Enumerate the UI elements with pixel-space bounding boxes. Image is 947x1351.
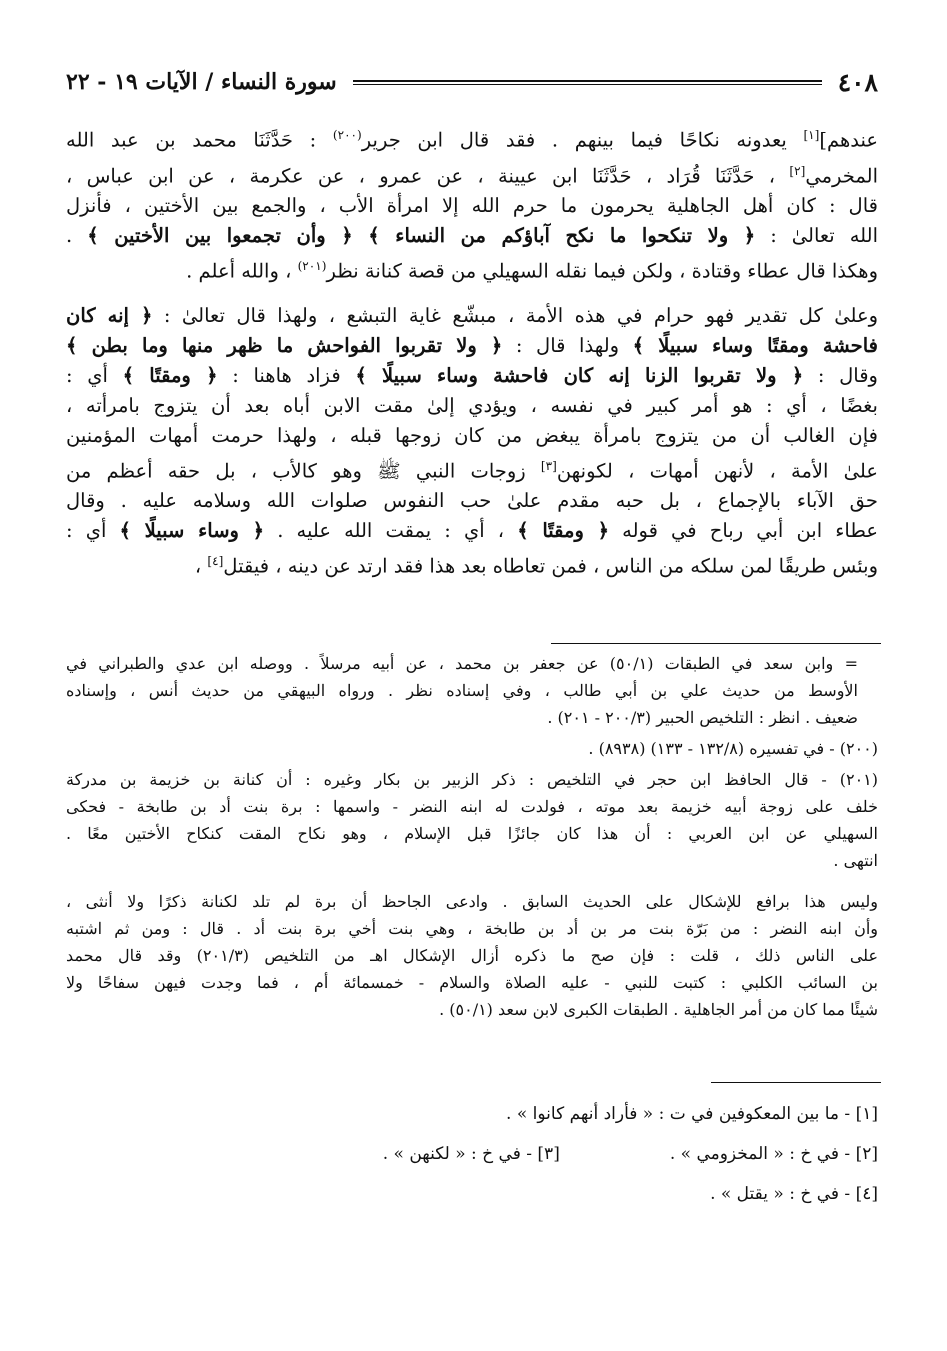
text-line: وقال : ﴿ ولا تقربوا الزنا إنه كان فاحشة وساء سبيلًا ﴾ فزاد هاهنا : ﴿ ومقتًا ﴾ أي :	[66, 363, 878, 387]
footnote-201	[66, 766, 878, 874]
running-title: سورة النساء / الآيات ١٩ - ٢٢	[66, 69, 337, 95]
reference-marker: (٢٠١)	[297, 259, 327, 273]
text-line: السهيلي عن ابن العربي : أن هذا كان جائزًا قبل الإسلام ، وهو نكاح المقت كنكاح الأختين معًا .	[66, 824, 878, 843]
text-line: قال : كان أهل الجاهلية يحرمون ما حرم الله إلا امرأة الأب ، والجمع بين الأختين ، فأنزل	[66, 194, 878, 217]
reference-marker: [١]	[803, 128, 820, 142]
paragraph-2	[66, 301, 878, 582]
paragraph-1	[66, 120, 878, 287]
reference-marker: [٤]	[207, 554, 224, 568]
text-line: حق الآباء بالإجماع ، بل حبه مقدم علىٰ حب النفوس صلوات الله وسلامه عليه . وقال	[66, 489, 878, 512]
header-rule	[353, 80, 822, 85]
note-row	[66, 1174, 878, 1214]
note-row	[66, 1134, 878, 1174]
text-line: وأن ابنه النضر : من بَرّة بنت مر بن أد بن طابخة ، وهي بنت أخي برة بنت أد . قال : ومن ثم اشتبه	[66, 919, 878, 938]
text-line: خلف على زوجة أبيه خزيمة بعد موته ، فولدت له ابنه النضر - واسمها : برة بنت أد بن طابخة - فحكى	[66, 797, 878, 816]
manuscript-notes	[66, 1094, 878, 1214]
note-row	[66, 1094, 878, 1134]
quranic-verse: ﴿ إنه كان	[66, 303, 153, 327]
text-line: وعلىٰ كل تقدير فهو حرام في هذه الأمة ، مبشّع غاية التبشع ، ولهذا قال تعالىٰ : ﴿ إنه كان	[66, 303, 878, 327]
quranic-verse: ﴿ وساء سبيلًا ﴾	[119, 519, 265, 542]
note-4: [٤] - في خ : « يقتل » .	[710, 1184, 878, 1204]
text-line: فإن الغالب أن من يتزوج بامرأة يبغض من كان زوجها قبله ، ولهذا حرمت أمهات المؤمنين	[66, 423, 878, 447]
text-line: ضعيف . انظر : التلخيص الحبير (٢٠٠/٣ - ٢٠١) .	[547, 708, 858, 727]
text-line: وهكذا قال عطاء وقتادة ، ولكن فيما نقله السهيلي من قصة كنانة نظر$^{(٢٠١)}$ ، والله أعلم .	[186, 259, 878, 283]
text-line: علىٰ الأمة ، لأنهن أمهات ، لكونهن[٣] زوجات النبي ﷺ وهو كالأب ، بل حقه أعظم من	[66, 458, 878, 482]
text-line: شيئًا مما كان من أمر الجاهلية . الطبقات الكبرى لابن سعد (٥٠/١) .	[439, 1000, 878, 1019]
note-1: [١] - ما بين المعكوفين في ت : « فأراد أنهم كانوا » .	[506, 1104, 878, 1124]
text-line: عطاء ابن أبي رباح في قوله ﴿ ومقتًا ﴾ ، أي : يمقت الله عليه . ﴿ وساء سبيلًا ﴾ أي :	[66, 519, 878, 542]
text-line: وليس هذا برافع للإشكال على الحديث السابق . وادعى الجاحظ أن برة لم تلد لكنانة ذكرًا ولا أنثى ،	[66, 892, 878, 911]
reference-marker: [٢]	[789, 163, 806, 178]
text-line: الأوسط من حديث علي بن أبي طالب ، وفي إسناده نظر . ورواه البيهقي من حديث أنس ، وإسناده	[66, 681, 858, 700]
text-line: عندهم][١] يعدونه نكاحًا فيما بينهم . فقد قال ابن جرير$^{(٢٠٠)}$ : حَدَّثَنَا محمد بن عبد الله	[66, 128, 878, 152]
text-line: وبئس طريقًا لمن سلكه من الناس ، فمن تعاطاه بعد هذا فقد ارتد عن دينه ، فيقتل[٤] ،	[194, 554, 878, 578]
quranic-verse: ﴿ ولا تنكحوا ما نكح آباؤكم من النساء ﴾ ﴿ وأن تجمعوا بين الأختين ﴾	[87, 224, 756, 247]
text-line: انتهى .	[833, 851, 878, 870]
page-header	[66, 62, 878, 102]
text-line: (٢٠٠) - في تفسيره (١٣٢/٨ - ١٣٣) (٨٩٣٨) .	[588, 739, 878, 758]
quranic-verse: ﴿ ولا تقربوا الفواحش ما ظهر منها وما بطن ﴾	[66, 333, 503, 357]
text-line: فاحشة ومقتًا وساء سبيلًا ﴾ ولهذا قال : ﴿ ولا تقربوا الفواحش ما ظهر منها وما بطن ﴾	[66, 333, 878, 357]
quranic-verse: ﴿ ولا تقربوا الزنا إنه كان فاحشة وساء سبيلًا ﴾	[355, 363, 804, 387]
reference-marker: (٢٠٠)	[332, 128, 362, 142]
footnote-201-continued	[66, 888, 878, 1023]
note-2: [٢] - في خ : « المخزومي » .	[669, 1144, 878, 1164]
quranic-verse: فاحشة ومقتًا وساء سبيلًا ﴾	[632, 333, 878, 357]
text-line: = وابن سعد في الطبقات (٥٠/١) عن جعفر بن محمد ، عن أبيه مرسلاً . ووصله ابن عدي والطبراني في	[66, 654, 858, 673]
reference-marker: [٣]	[540, 458, 557, 473]
text-line: (٢٠١) - قال الحافظ ابن حجر في التلخيص : ذكر الزبير بن بكار وغيره : أن كنانة بن خزيمة بن مدركة	[66, 770, 878, 789]
text-line: الله تعالىٰ : ﴿ ولا تنكحوا ما نكح آباؤكم من النساء ﴾ ﴿ وأن تجمعوا بين الأختين ﴾ .	[66, 224, 878, 247]
commentary-footnotes	[66, 650, 878, 1023]
quranic-verse: ﴿ ومقتًا ﴾	[122, 363, 218, 387]
notes-separator	[711, 1082, 881, 1083]
note-3: [٣] - في خ : « لكنهن » .	[382, 1144, 560, 1164]
footnote-separator	[551, 643, 881, 644]
text-line: بغضًا ، أي : هو أمر كبير في نفسه ، ويؤدي إلىٰ مقت الابن أباه بعد أن يتزوج بامرأته ،	[66, 393, 878, 417]
page-number: ٤٠٨	[837, 67, 878, 97]
text-line: المخرمي[٢] ، حَدَّثَنَا قُرَاد ، حَدَّثَنَا ابن عيينة ، عن عمرو ، عن عكرمة ، عن ابن عباس ،	[66, 163, 878, 187]
text-line: بن السائب الكلبي : كتبت للنبي - عليه الصلاة والسلام - خمسمائة أم ، فما وجدت فيهن سفاحًا ولا	[66, 973, 878, 992]
text-line: على الناس ذلك ، قلت : فإن صح ما ذكره أزال الإشكال اهـ من التلخيص (٢٠١/٣) وقد قال محمد	[66, 946, 878, 965]
quranic-verse: ﴿ ومقتًا ﴾	[517, 519, 610, 542]
footnote-continuation	[66, 650, 878, 731]
main-text	[66, 120, 878, 582]
footnote-200	[66, 735, 878, 762]
